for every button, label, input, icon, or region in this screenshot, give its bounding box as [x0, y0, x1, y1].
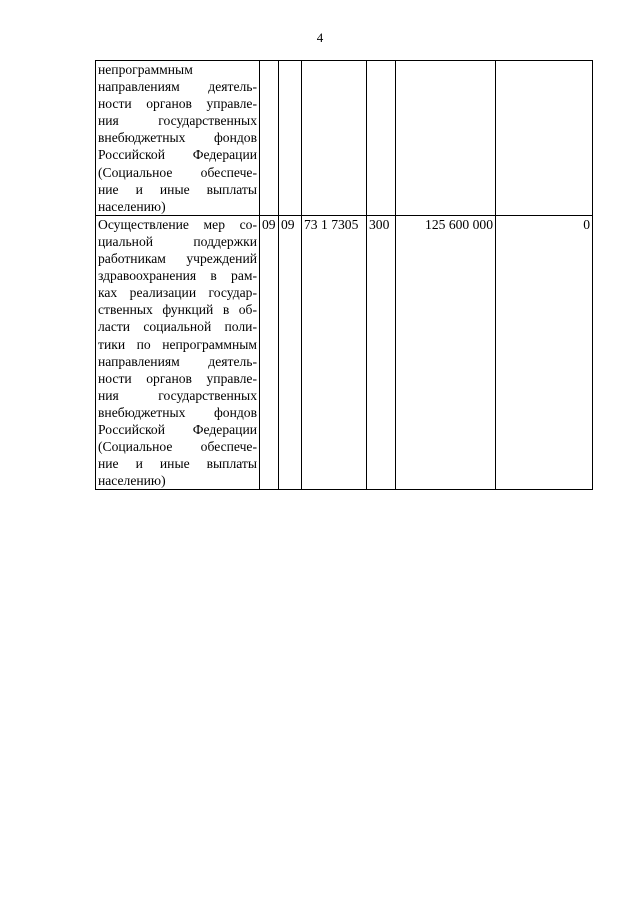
description-line: населению) — [98, 473, 166, 489]
section-code-cell: 09 — [260, 215, 279, 490]
table-row — [96, 61, 593, 216]
description-line: ние и иные выплаты — [98, 181, 257, 197]
description-line: (Социальное обеспече- — [98, 164, 257, 180]
description-line: (Социальное обеспече- — [98, 439, 257, 455]
description-line: ственных функций в об- — [98, 302, 257, 318]
amount-cell: 125 600 000 — [396, 215, 496, 490]
amount-second-cell: 0 — [496, 215, 593, 490]
table-body — [96, 61, 593, 490]
row-description — [96, 215, 260, 490]
budget-table — [95, 60, 593, 490]
target-article-cell — [302, 61, 367, 216]
description-line: ласти социальной поли- — [98, 319, 257, 335]
description-line: направлениям деятель- — [98, 79, 257, 95]
expense-type-cell: 300 — [367, 215, 396, 490]
expense-type-cell — [367, 61, 396, 216]
description-line: тики по непрограммным — [98, 336, 257, 352]
row-description — [96, 61, 260, 216]
description-line: направлениям деятель- — [98, 353, 257, 369]
description-line: ния государственных — [98, 113, 257, 129]
description-line: ках реализации государ- — [98, 285, 257, 301]
subsection-code-cell — [279, 61, 302, 216]
description-line: Осуществление мер со- — [98, 216, 257, 232]
subsection-code-cell: 09 — [279, 215, 302, 490]
description-line: непрограммным — [98, 62, 193, 77]
description-line: ние и иные выплаты — [98, 456, 257, 472]
page-number: 4 — [316, 30, 324, 45]
description-line: внебюджетных фондов — [98, 130, 257, 146]
description-line: Российской Федерации — [98, 147, 257, 163]
description-line: населению) — [98, 198, 166, 214]
description-line: Российской Федерации — [98, 421, 257, 437]
description-line: ности органов управле- — [98, 96, 257, 112]
description-line: циальной поддержки — [98, 233, 257, 249]
section-code-cell — [260, 61, 279, 216]
table-row — [96, 215, 593, 490]
amount-cell — [396, 61, 496, 216]
description-line: здравоохранения в рам- — [98, 268, 257, 284]
target-article-cell: 73 1 7305 — [302, 215, 367, 490]
amount-second-cell — [496, 61, 593, 216]
description-line: внебюджетных фондов — [98, 404, 257, 420]
description-line: работникам учреждений — [98, 251, 257, 267]
description-line: ния государственных — [98, 387, 257, 403]
description-line: ности органов управле- — [98, 370, 257, 386]
